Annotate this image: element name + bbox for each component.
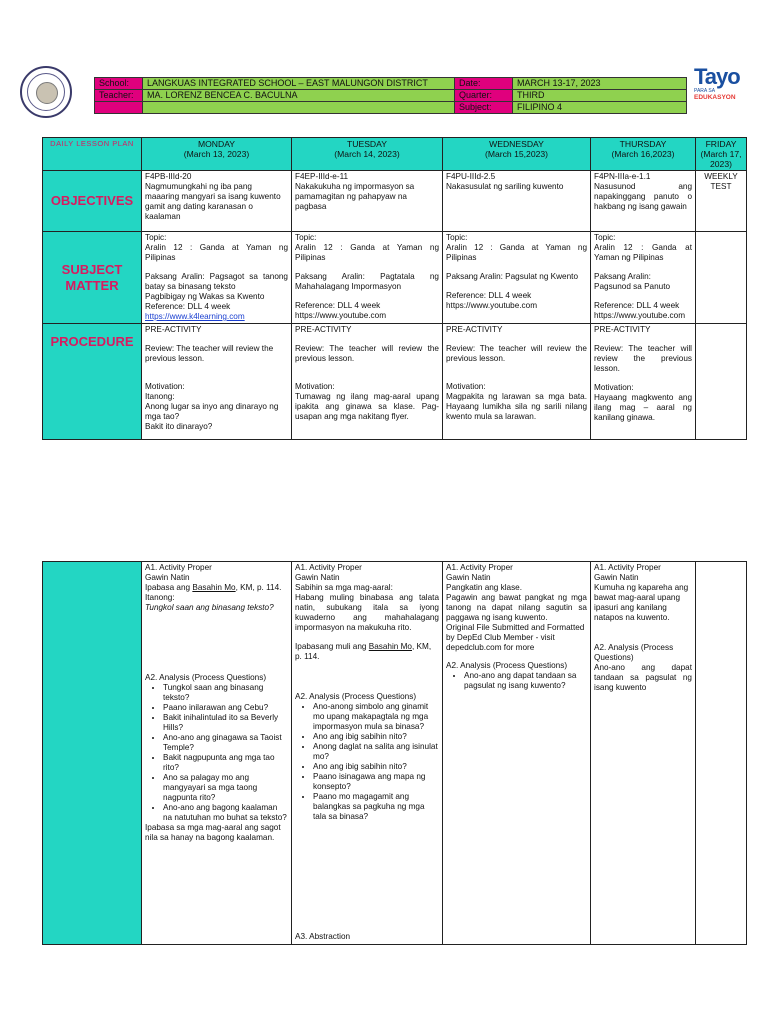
day-wednesday: WEDNESDAY (March 15,2023) [443, 138, 591, 171]
subject-tuesday: Topic: Aralin 12 : Ganda at Yaman ng Pilipinas Paksang Aralin: Pagtatala ng Mahahalagang Impormasyon Reference: DLL 4 week https://www.youtube.com [292, 232, 443, 324]
quarter-label: Quarter: [455, 90, 513, 102]
blank-label [95, 102, 143, 114]
subject-monday: Topic: Aralin 12 : Ganda at Yaman ng Pilipinas Paksang Aralin: Pagsagot sa tanong batay sa binasang teksto Pagbibigay ng Wakas sa Kwento Reference: DLL 4 week https://www.k4learning.com [142, 232, 292, 324]
date-label: Date: [455, 78, 513, 90]
date-value: MARCH 13-17, 2023 [513, 78, 687, 90]
logo-bottom-text: EDUKASYON [694, 94, 736, 101]
procedure-thursday: PRE-ACTIVITY Review: The teacher will review the previous lesson. Motivation: Hayaang magkwento ang ilang mag – aaral ng kanilang ginawa. [591, 324, 696, 440]
procedure-wednesday: PRE-ACTIVITY Review: The teacher will review the previous lesson. Motivation: Magpakita ng larawan sa mga bata. Hayaang lumikha sila ng sarili nilang kwento mula sa larawan. [443, 324, 591, 440]
teacher-value: MA. LORENZ BENCEA C. BACULNA [143, 90, 455, 102]
subject-label: Subject: [455, 102, 513, 114]
lesson-plan-table-top [42, 137, 747, 440]
objective-monday: F4PB-IIId-20 Nagmumungkahi ng iba pang maaaring mangyari sa isang kuwento gamit ang dating karanasan o kaalaman [142, 171, 292, 232]
subject-wednesday: Topic: Aralin 12 : Ganda at Yaman ng Pilipinas Paksang Aralin: Pagsulat ng Kwento Reference: DLL 4 week https://www.youtube.com [443, 232, 591, 324]
row-label-blank [43, 562, 142, 945]
objective-wednesday: F4PU-IIId-2.5 Nakasusulat ng sariling kuwento [443, 171, 591, 232]
analysis-questions-monday: • Tungkol saan ang binasang teksto? • Paano inilarawan ang Cebu? • Bakit inihalintulad ito sa Beverly Hills? • Ano-ano ang ginagawa sa Taoist Temple? • Bakit nagpupunta ang mga tao rito? • Ano sa palagay mo ang mangyayari sa mga taong nagpunta rito? • Ano-ano ang bagong kaalaman na natutuhan mo buhat sa teksto? [145, 683, 288, 823]
activity-thursday: A1. Activity Proper Gawin Natin Kumuha ng kapareha ang bawat mag-aaral upang ipasuri ang kanilang natapos na kuwento. A2. Analysis (Process Questions) Ano-ano ang dapat tandaan sa pagsulat ng isang kuwento [591, 562, 696, 945]
activity-wednesday: A1. Activity Proper Gawin Natin Pangkatin ang klase. Pagawin ang bawat pangkat ng mga tanong na dapat nilang sagutin sa paggawa ng isang kuwento. Original File Submitted and Formatted by DepEd Club Member - visit depedclub.com for more A2. Analysis (Process Questions) • Ano-ano ang dapat tandaan sa pagsulat ng isang kuwento? [443, 562, 591, 945]
subject-value: FILIPINO 4 [513, 102, 687, 114]
school-seal-logo [20, 66, 72, 118]
procedure-friday [696, 324, 747, 440]
blank-value [143, 102, 455, 114]
logo-small-text: PARA SA [694, 88, 716, 94]
objective-thursday: F4PN-IIIa-e-1.1 Nasusunod ang napakinggang panuto o hakbang ng isang gawain [591, 171, 696, 232]
day-thursday: THURSDAY (March 16,2023) [591, 138, 696, 171]
analysis-questions-wednesday: • Ano-ano ang dapat tandaan sa pagsulat ng isang kuwento? [446, 671, 587, 691]
header-info-table [94, 77, 687, 114]
teacher-label: Teacher: [95, 90, 143, 102]
day-friday: FRIDAY (March 17, 2023) [696, 138, 747, 171]
k4learning-link[interactable]: https://www.k4learning.com [145, 312, 245, 321]
school-label: School: [95, 78, 143, 90]
activity-friday [696, 562, 747, 945]
quarter-value: THIRD [513, 90, 687, 102]
subject-friday [696, 232, 747, 324]
plan-label: DAILY LESSON PLAN [43, 138, 142, 171]
row-label-objectives: OBJECTIVES [43, 171, 142, 232]
day-monday: MONDAY (March 13, 2023) [142, 138, 292, 171]
analysis-questions-tuesday: • Ano-anong simbolo ang ginamit mo upang makapagtala ng mga impormasyon mula sa binasa? • Ano ang ibig sabihin nito? • Anong daglat na salita ang isinulat mo? • Ano ang ibig sabihin nito? • Paano isinagawa ang mapa ng konsepto? • Paano mo magagamit ang balangkas sa pagkuha ng mga tala sa binasa? [295, 702, 439, 822]
procedure-monday: PRE-ACTIVITY Review: The teacher will review the previous lesson. Motivation: Itanong: Anong lugar sa inyo ang dinarayo ng mga tao? Bakit ito dinarayo? [142, 324, 292, 440]
logo-wordmark: Tayo [694, 64, 740, 89]
objective-friday: WEEKLY TEST [696, 171, 747, 232]
tayo-edukasyon-logo [694, 66, 746, 110]
school-value: LANGKUAS INTEGRATED SCHOOL – EAST MALUNGON DISTRICT [143, 78, 455, 90]
day-tuesday: TUESDAY (March 14, 2023) [292, 138, 443, 171]
activity-monday: A1. Activity Proper Gawin Natin Ipabasa ang Basahin Mo, KM, p. 114. Itanong: Tungkol saan ang binasang teksto? A2. Analysis (Process Questions) • Tungkol saan ang binasang teksto? • Paano inilarawan ang Cebu? • Bakit inihalintulad ito sa Beverly Hills? • Ano-ano ang ginagawa sa Taoist Temple? • Bakit nagpupunta ang mga tao rito? • Ano sa palagay mo ang mangyayari sa mga taong nagpunta rito? • Ano-ano ang bagong kaalaman na natutuhan mo buhat sa teksto? Ipabasa sa mga mag-aaral ang sagot nila sa hanay na bagong kaalaman. [142, 562, 292, 945]
objective-tuesday: F4EP-IIId-e-11 Nakakukuha ng impormasyon sa pamamagitan ng pahapyaw na pagbasa [292, 171, 443, 232]
procedure-tuesday: PRE-ACTIVITY Review: The teacher will review the previous lesson. Motivation: Tumawag ng ilang mag-aaral upang ipakita ang ginawa sa klase. Pag-usapan ang mga nakitang flyer. [292, 324, 443, 440]
row-label-subject-matter: SUBJECT MATTER [43, 232, 142, 324]
activity-tuesday: A1. Activity Proper Gawin Natin Sabihin sa mga mag-aaral: Habang muling binabasa ang talata natin, subukang itala sa iyong kuwaderno ang mahahalagang impormasyon na makukuha rito. Ipabasang muli ang Basahin Mo, KM, p. 114. A2. Analysis (Process Questions) • Ano-anong simbolo ang ginamit mo upang makapagtala ng mga impormasyon mula sa binasa? • Ano ang ibig sabihin nito? • Anong daglat na salita ang isinulat mo? • Ano ang ibig sabihin nito? • Paano isinagawa ang mapa ng konsepto? • Paano mo magagamit ang balangkas sa pagkuha ng mga tala sa binasa? A3. Abstraction [292, 562, 443, 945]
subject-thursday: Topic: Aralin 12 : Ganda at Yaman ng Pilipinas Paksang Aralin: Pagsunod sa Panuto Reference: DLL 4 week https://www.youtube.com [591, 232, 696, 324]
lesson-plan-table-bottom [42, 561, 747, 945]
row-label-procedure: PROCEDURE [43, 324, 142, 440]
